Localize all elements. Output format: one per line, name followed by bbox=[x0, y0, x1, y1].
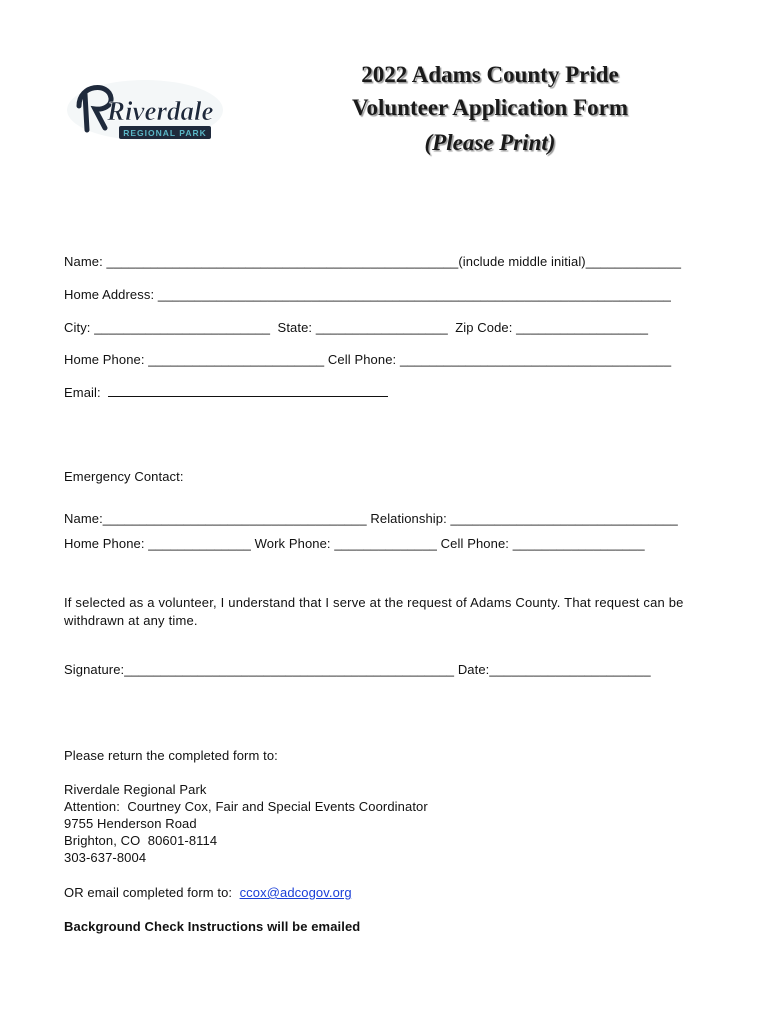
return-phone: 303-637-8004 bbox=[64, 850, 147, 865]
logo-name-text: Riverdale bbox=[107, 96, 214, 126]
name-field[interactable]: Name: ________________________________________________(include middle initial)_____________ bbox=[64, 254, 682, 269]
city-state-zip-fields[interactable]: City: ________________________ State: __________________ Zip Code: __________________ bbox=[64, 320, 649, 335]
home-address-field[interactable]: Home Address: ______________________________________________________________________ bbox=[64, 287, 671, 302]
form-title-line2: Volunteer Application Form bbox=[351, 95, 628, 120]
emergency-contact-heading: Emergency Contact: bbox=[64, 469, 184, 484]
form-title-line3: (Please Print) bbox=[424, 130, 556, 155]
logo-subtitle-text: REGIONAL PARK bbox=[123, 128, 207, 138]
emergency-name-relationship-fields[interactable]: Name:____________________________________ Relationship: _______________________________ bbox=[64, 511, 678, 526]
return-street: 9755 Henderson Road bbox=[64, 816, 197, 831]
riverdale-logo bbox=[65, 76, 225, 148]
logo-letter-r-stem bbox=[85, 94, 87, 130]
email-return-prefix: OR email completed form to: bbox=[64, 885, 240, 900]
return-city: Brighton, CO 80601-8114 bbox=[64, 833, 218, 848]
emergency-phone-fields[interactable]: Home Phone: ______________ Work Phone: ______________ Cell Phone: __________________ bbox=[64, 536, 645, 551]
email-return-line bbox=[64, 885, 352, 900]
return-attention: Attention: Courtney Cox, Fair and Special Events Coordinator bbox=[64, 799, 428, 814]
return-instructions-heading: Please return the completed form to: bbox=[64, 748, 278, 763]
email-link[interactable]: ccox@adcogov.org bbox=[239, 885, 352, 900]
background-check-note: Background Check Instructions will be emailed bbox=[64, 919, 361, 934]
phone-fields[interactable]: Home Phone: ________________________ Cell Phone: _____________________________________ bbox=[64, 352, 672, 367]
signature-date-fields[interactable]: Signature:_____________________________________________ Date:______________________ bbox=[64, 662, 651, 677]
return-org: Riverdale Regional Park bbox=[64, 782, 207, 797]
email-label: Email: bbox=[64, 385, 101, 400]
volunteer-agreement-text: If selected as a volunteer, I understand that I serve at the request of Adams County. That request can be withdrawn at any time. bbox=[64, 595, 684, 628]
email-input-line[interactable] bbox=[108, 396, 388, 397]
form-title-line1: 2022 Adams County Pride bbox=[361, 62, 619, 87]
